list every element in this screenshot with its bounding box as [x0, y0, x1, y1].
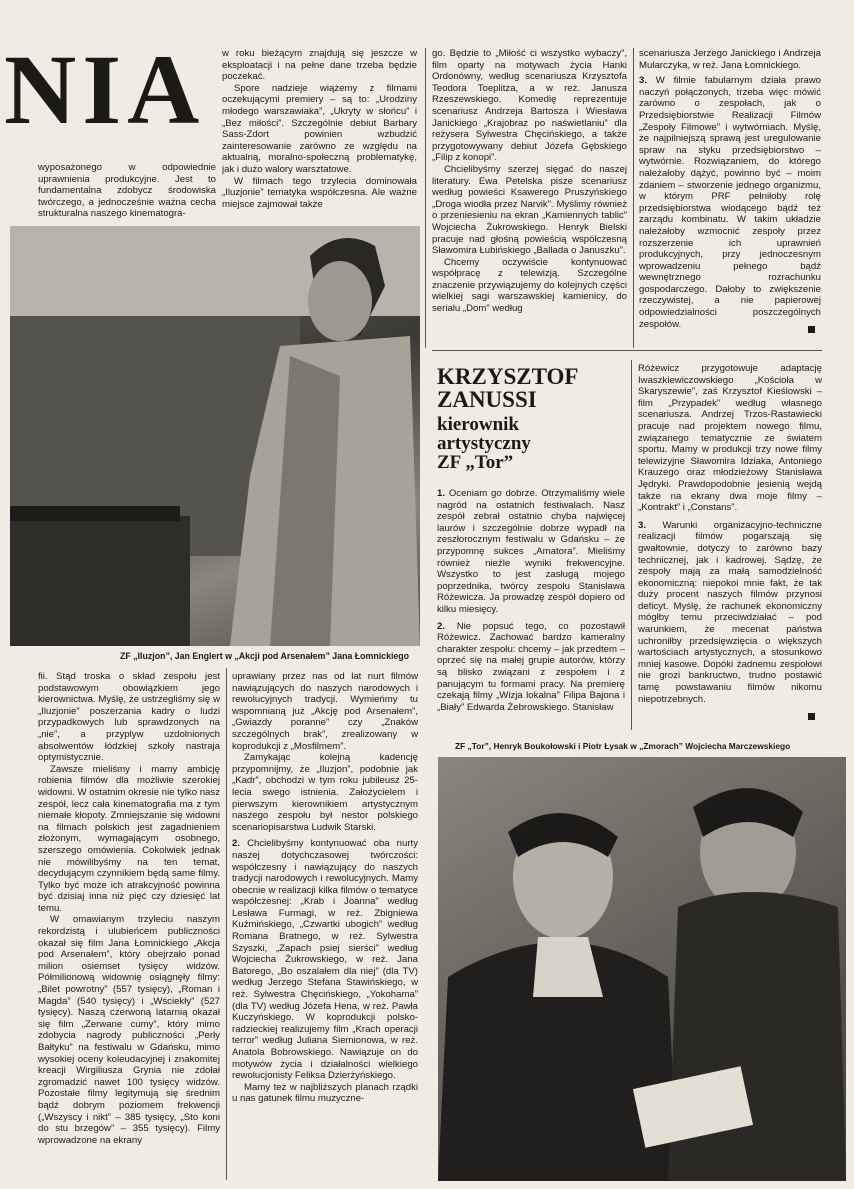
- col4-mid-text: [638, 363, 822, 715]
- item-number: 3.: [639, 75, 648, 87]
- paragraph: w roku bieżącym znajdują się jeszcze w eksploatacji i na pełne dane trzeba będzie poczekać.: [222, 48, 417, 83]
- paragraph: Chcielibyśmy szerzej sięgać do naszej literatury. Ewa Petelska pisze scenariusz według powieści Ksawerego Pruszyńskiego „Droga wiodła przez Narvik”. Myślimy również o przeniesieniu na ekran „Kamiennych tablic” Wojciecha Żukrowskiego. Henryk Bielski pracuje nad głośną powieścią współczesną Sławomira Łubińskiego „Ballada o Januszku”.: [432, 163, 627, 257]
- paragraph: Chcielibyśmy kontynuować oba nurty naszej dotychczasowej twórczości: współczesny i nawiązujący do naszych tradycji narodowych i rewolucyjnych. Mamy obecnie w realizacji kilka filmów o tematyce współczesnej: „Krab i Joanna” według Lesława Furmagi, w reż. Zbigniewa Kuźmińskiego, „Czwartki ubogich” według Romana Bratnego, w reż. Sylwestra Szyszki, „Zapach psiej sierści” według Wojciecha Żukrowskiego, w reż. Jana Batorego, „Bo oszalałem dla niej” (dla TV) według Jerzego Stefana Stawińskiego, w reż. Sylwestra Chęcińskiego, „Yokohama” (dla TV) według Józefa Hena, w reż. Pawła Kuczyńskiego. W koprodukcji polsko-radzieckiej realizujemy film „Krach operacji terror” według Juliana Siemionowa, w reż. Anatola Bobrowskiego. Nawiązuje on do motywów życia i działalności wielkiego rewolucjonisty Feliksa Dzierżyńskiego.: [232, 838, 418, 1082]
- paragraph: W omawianym trzyleciu naszym rekordzistą i ulubieńcem publiczności okazał się film Jana Łomnickiego „Akcja pod Arsenałem”, który obejrzało ponad milion osiemset tysięcy widzów. Półmilionową widownię osiągnęły filmy: „Bilet powrotny” (557 tysięcy), „Roman i Magda” (540 tysięcy) i „Wściekły” (527 tysięcy). Naszą czerwoną latarnią okazał się film „Zerwane cumy”, który mimo zdobycia nagrody publiczności „Perły Bałtyku” na festiwalu w Gdańsku, mimo wysokiej oceny koleudacyjnej i znakomitej kreacji Wirgiliusza Grynia nie zdołał zgromadzić nawet 100 tysięcy widzów. Pozostałe filmy legitymują się średnim bądź dobrym poziomem frekwencji („Wszyscy i nikt” – 385 tysięcy, „Sto koni do stu brzegów” – 355 tysięcy). Filmy wprowadzone na ekrany: [38, 914, 220, 1146]
- paragraph-numbered: [639, 75, 821, 330]
- paragraph: W filmach tego trzylecia dominowała „Iluzjonie” tematyka współczesna. Ale ważne miejsce zajmował także: [222, 175, 417, 210]
- headline-fragment: NIA: [4, 34, 206, 145]
- paragraph: uprawiany przez nas od lat nurt filmów nawiązujących do naszych narodowych i rewolucyjnych tradycji. Wymieńmy tu wspomnianą już „Akcję pod Arsenałem”, „Gwiazdy poranne” czy „Znaków szczególnych brak”, zrealizowany w koprodukcji z „Mosfilmem”.: [232, 671, 418, 752]
- person-role: kierownik: [437, 414, 520, 435]
- column-divider: [631, 360, 632, 730]
- person-name: KRZYSZTOF: [437, 364, 579, 389]
- person-role: ZF „Tor”: [437, 452, 514, 473]
- paragraph: Zamykając kolejną kadencję przypomnijmy, że „Iluzjon”, podobnie jak „Kadr”, obchodzi w tym roku jubileusz 25-lecia swego istnienia. Założycielem i pierwszym kierownikiem artystycznym naszego zespołu był nestor polskiego scenariopisarstwa Ludwik Starski.: [232, 752, 418, 833]
- paragraph: Mamy też w najbliższych planach rządki u nas gatunek filmu muzyczne-: [232, 1081, 418, 1105]
- item-number: 1.: [437, 488, 446, 499]
- paragraph: Spore nadzieje wiążemy z filmami oczekującymi premiery – są to: „Urodziny młodego warszawiaka”, „Ukryty w słońcu” i „Bez miłości”. Szczególnie debiut Barbary Sass-Zdort powinien wzbudzić zainteresowanie zarówno ze względu na aktualną, moralno-społeczną problematykę, jak i dużo walory warsztatowe.: [222, 82, 417, 175]
- person-name: ZANUSSI: [437, 387, 537, 412]
- film-still-photo-left: [10, 226, 420, 646]
- film-still-photo-right: [438, 757, 846, 1181]
- col3-top-text: [432, 48, 627, 344]
- paragraph: W filmie fabularnym działa prawo naczyń połączonych, trzeba więc mówić zarówno o zespołach, jak o Przedsiębiorstwie Realizacji Filmów „Zespoły Filmowe” i wytwórniach. Myślę, że najpilniejszą sprawą jest uregulowanie spraw na styku przedsiębiorstwo – wytwórnie. Rozwiązaniem, do którego należałoby dążyć, powinno być – moim zdaniem – stworzenie jednego organizmu, w którym PRF pełniłoby rolę przedsiębiorstwa wiodącego bądź też zarządu kombinatu. W takim układzie należałoby wzmocnić zespoły przez rozszerzenie ich uprawnień produkcyjnych, przy jednoczesnym wprowadzeniu pełnego bądź wewnętrznego rozrachunku gospodarczego. Dałoby to zwiększenie rzeczywistej, a nie papierowej odpowiedzialności poszczególnych zespołów.: [639, 75, 821, 330]
- paragraph: fii. Stąd troska o skład zespołu jest podstawowym obowiązkiem jego kierownictwa. Myślę, że ustrzegliśmy się w „Iluzjonie” poszerzania kadry o ludzi przypadkowych lub sprawdzonych na „nie”, a przyplyw uzdolnionych absolwentów łódzkiej szkoły nastraja optymistycznie.: [38, 671, 220, 764]
- column-divider: [425, 48, 426, 348]
- paragraph: Różewicz przygotowuje adaptację Iwaszkiewiczowskiego „Kościoła w Skaryszewie”, zaś Krzysztof Kieślowski – film „Przypadek” według własnego scenariusza. Andrzej Trzos-Rastawiecki pracuje nad projektem nowego filmu, związanego tematycznie ze światem sportu. Mamy w produkcji trzy nowe filmy telewizyjne Sławomira Idziaka, Antoniego Krauzego oraz młodzieżowy Stanisława Jędryki. Prawdopodobnie jesienią wejdą także na ekrany dwa moje filmy – „Kontrakt” i „Constans”.: [638, 363, 822, 514]
- zanussi-header: [437, 365, 627, 472]
- paragraph-numbered: [437, 621, 625, 714]
- caption-left: ZF „Iluzjon”, Jan Englert w „Akcji pod Arsenałem” Jana Łomnickiego: [120, 651, 410, 661]
- col1-top-text: [38, 162, 216, 222]
- col3-mid-text: [437, 488, 625, 726]
- paragraph-numbered: [638, 520, 822, 706]
- paragraph: Zawsze mieliśmy i mamy ambicję robienia filmów dla możliwie szerokiej widowni. W ostatnim okresie nie tylko nasz zespół, lecz cała kinematografia ma z tym niemałe kłopoty. Zmniejszanie się widowni na filmach polskich jest zagadnieniem złożonym, wymagającym osobnego, szerszego omówienia. Cokolwiek jednak nie mówilibyśmy na ten temat, decydującym czynnikiem będą same filmy. Tylko być może ich atrakcyjność powinna być dzisiaj inna niż pięć czy dziesięć lat temu.: [38, 763, 220, 914]
- paragraph: scenariusza Jerzego Janickiego i Andrzeja Mularczyka, w reż. Jana Łomnickiego.: [639, 48, 821, 71]
- caption-right: ZF „Tor”, Henryk Boukołowski i Piotr Łysak w „Zmorach” Wojciecha Marczewskiego: [455, 741, 791, 751]
- end-mark: [808, 326, 815, 333]
- paragraph: Chcemy oczywiście kontynuować współpracę z telewizją. Szczególne znaczenie przywiązujemy do kolejnych części wielkiej sagi warszawskiej kamienicy, do serialu „Dom” według: [432, 256, 627, 315]
- paragraph: Warunki organizacyjno-techniczne realizacji filmów pogarszają się gwałtownie, dotyczy to zarówno bazy technicznej, jak i kadrowej. Sądzę, że zespoły mają za małą samodzielność ekonomiczną: niepokoi mnie fakt, że tak duży procent naszych filmów przynosi deficyt. Myślę, że rachunek ekonomiczny mógłby temu przeciwdziałać – pod warunkiem, że mecenat państwa uchroniłby przedsięwzięcia o większych wartościach artystycznych, a stosunkowo mniej kasowe. Dopóki żadnemu zespołowi nie grozi bankructwo, trudno postawić tamę powstawaniu filmów nikomu niepotrzebnych.: [638, 519, 822, 705]
- item-number: 2.: [232, 838, 241, 850]
- paragraph: wyposażonego w odpowiednie uprawnienia produkcyjne. Jest to fundamentalna zdobycz środowiska twórczego, a jednocześnie ważna cecha strukturalna naszego kinematogra-: [38, 162, 216, 220]
- person-role: artystyczny: [437, 433, 531, 454]
- paragraph: Oceniam go dobrze. Otrzymaliśmy wiele nagród na ostatnich festiwalach. Nasz zespół zebrał ostatnio chyba najwięcej laurów i szczególnie dobrze wypadł na zeszłorocznym festiwalu w Gdańsku – że przypomnę sukces „Amatora”. Mieliśmy również nieźle wyniki frekwencyjne. Wszystko to jest zasługą mojego poprzednika, twórcy zespołu Stanisława Różewicza. Ja prowadzę zespół dopiero od kilku miesięcy.: [437, 488, 625, 615]
- item-number: 3.: [638, 519, 647, 531]
- col2-top-text: [222, 48, 417, 222]
- column-divider: [226, 668, 227, 1180]
- item-number: 2.: [437, 620, 446, 632]
- end-mark: [808, 713, 815, 720]
- photo-illustration: [438, 757, 846, 1181]
- paragraph: Nie popsuć tego, co pozostawił Różewicz. Zachować bardzo kameralny charakter zespołu: chcemy – jak przedtem – oprzeć się na małej grupie autorów, którzy są blisko związani z zespołem i z panującym tu formami pracy. Na premierę czekają filmy „Wizja lokalna” Filipa Bajona i „Biały” Edwarda Żebrowskiego. Stanisław: [437, 620, 625, 713]
- col1-bottom-text: [38, 671, 220, 1179]
- col2-bottom-text: [232, 671, 418, 1179]
- col4-top-text: [639, 48, 821, 338]
- paragraph-numbered: [232, 838, 418, 1081]
- section-divider: [432, 350, 822, 351]
- column-divider: [633, 48, 634, 348]
- paragraph-numbered: [437, 488, 625, 616]
- paragraph: go. Będzie to „Miłość ci wszystko wybaczy”, film oparty na motywach życia Hanki Ordonówny, według scenariusza Krzysztofa Teodora Toeplitza, a w reż. Janusza Rzeszewskiego. Komedię reprezentuje scenariusz Andrzeja Bartosza i Wiesława Janickiego „Krajobraz po naświetlaniu” dla reżysera Sylwestra Chęcińskiego, a także przygotowywany debiut Józefa Gębskiego „Filip z konopi”.: [432, 48, 627, 164]
- photo-illustration: [10, 226, 420, 646]
